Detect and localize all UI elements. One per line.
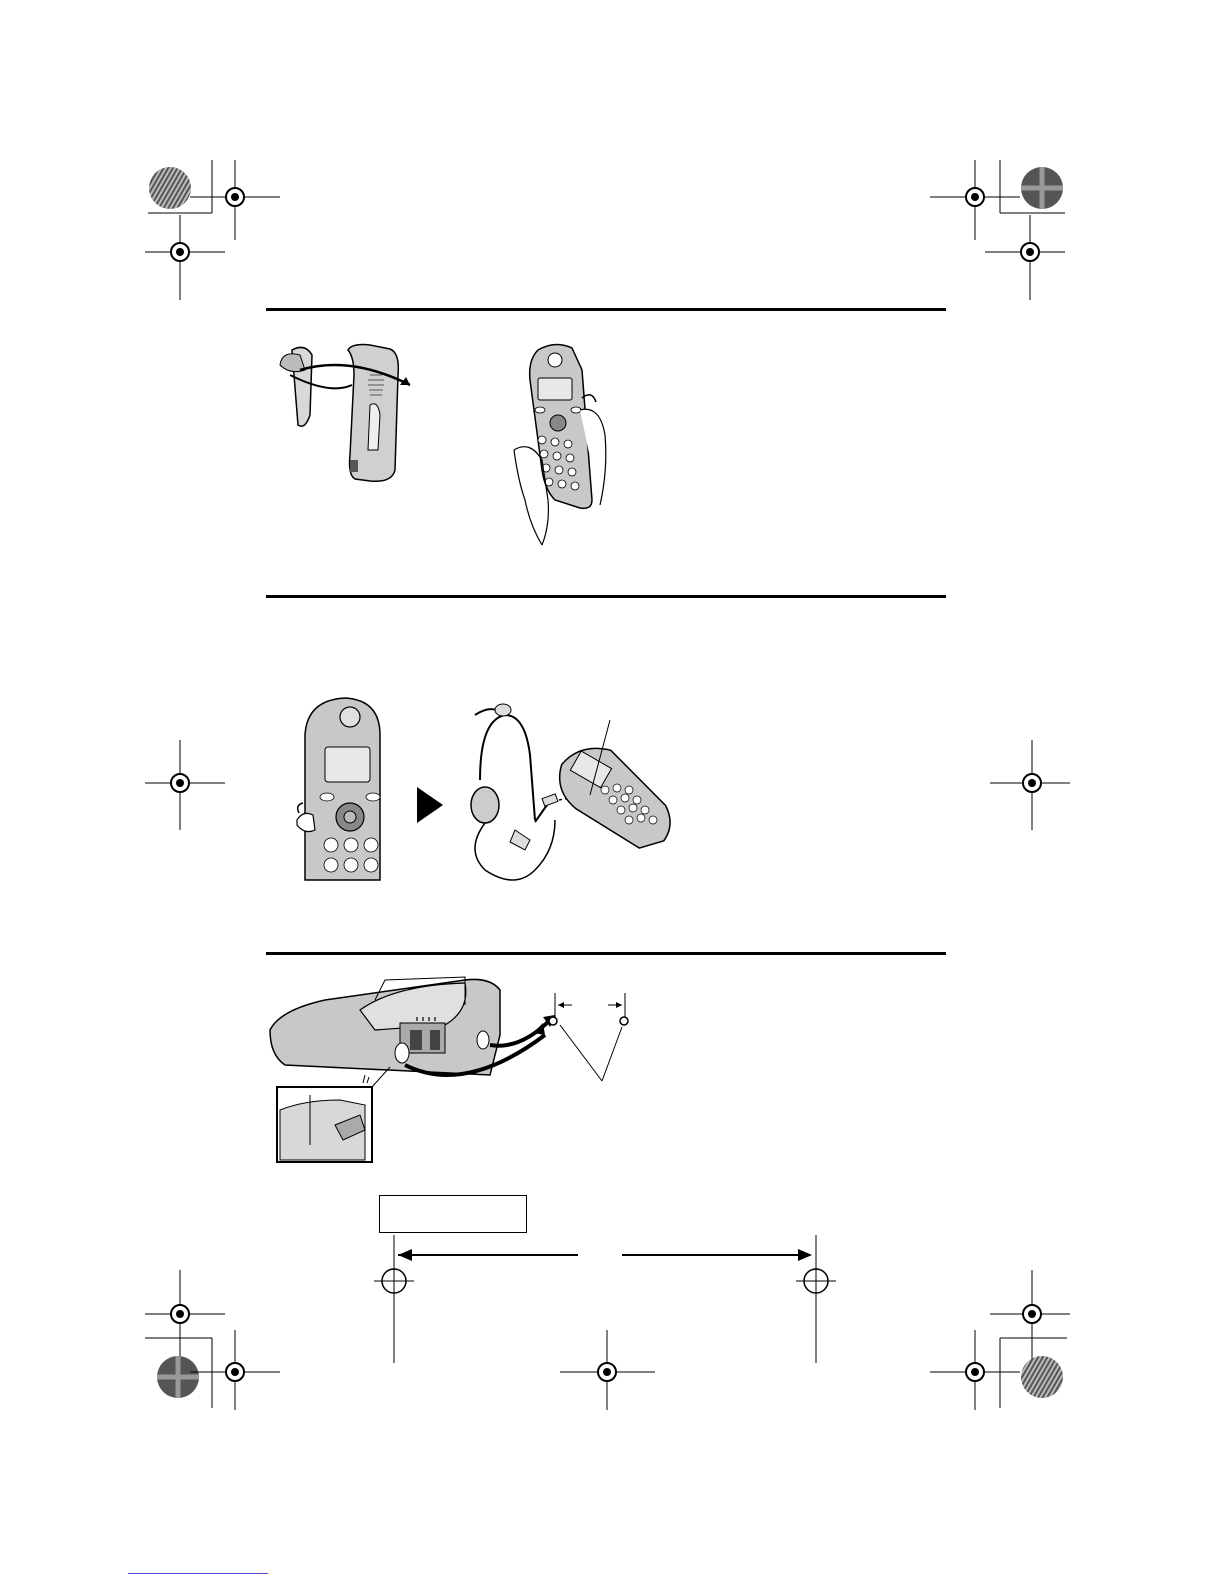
screw-spacing-illustration bbox=[540, 993, 650, 1088]
handset-in-hands-illustration bbox=[500, 340, 620, 550]
belt-clip-illustration bbox=[270, 335, 430, 485]
section-divider bbox=[266, 595, 946, 598]
headset-illustration bbox=[455, 700, 675, 900]
handset-closeup-illustration bbox=[295, 695, 390, 880]
section-divider bbox=[266, 308, 946, 311]
footer-link-underline[interactable] bbox=[128, 1573, 268, 1574]
crosshair-target-icon bbox=[560, 1330, 655, 1410]
play-arrow-icon bbox=[415, 785, 445, 825]
crosshair-target-icon bbox=[140, 740, 225, 830]
crosshair-target-icon bbox=[990, 740, 1075, 830]
crosshair-target-icon bbox=[190, 1330, 280, 1410]
registration-mark-icon bbox=[995, 1330, 1085, 1410]
crosshair-target-icon bbox=[135, 215, 225, 300]
crosshair-target-icon bbox=[985, 215, 1075, 300]
section-divider bbox=[266, 952, 946, 955]
template-label-box bbox=[379, 1195, 527, 1233]
